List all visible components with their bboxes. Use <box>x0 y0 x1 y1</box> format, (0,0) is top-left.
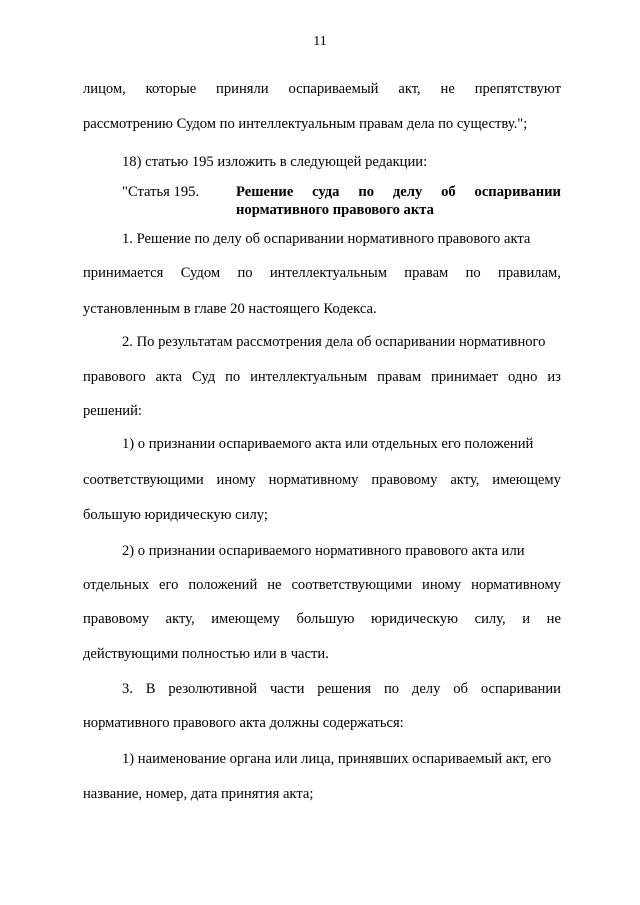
word: большую <box>296 611 355 627</box>
word: имеющему <box>492 472 561 488</box>
word: 3. <box>122 681 133 697</box>
word: В <box>145 681 156 697</box>
text-line: действующими полностью или в части. <box>83 646 329 662</box>
text-line: нормативного правового акта должны содержаться: <box>83 715 404 731</box>
word: акта <box>155 369 183 385</box>
word: не <box>267 577 282 593</box>
page-number: 11 <box>313 34 327 49</box>
text-line: решений: <box>83 403 142 419</box>
article-title-line <box>236 183 561 201</box>
word: оспаривании <box>480 681 561 697</box>
word: Решение <box>236 184 294 200</box>
word: силу, <box>474 611 506 627</box>
word: нормативному <box>268 472 359 488</box>
word: приняли <box>216 81 269 97</box>
word: нормативному <box>471 577 561 593</box>
word: Судом <box>180 265 221 281</box>
word: части <box>269 681 305 697</box>
word: по <box>358 184 375 200</box>
text-line <box>122 680 561 698</box>
word: принимается <box>83 265 164 281</box>
word: об <box>441 184 456 200</box>
word: по <box>237 265 253 281</box>
word: которые <box>145 81 197 97</box>
word: юридическую <box>371 611 459 627</box>
word: его <box>158 577 179 593</box>
word: правам <box>404 265 449 281</box>
word: оспаривании <box>474 184 561 200</box>
word: об <box>453 681 468 697</box>
word: делу <box>411 681 441 697</box>
word: правилам, <box>498 265 561 281</box>
word: правового <box>83 369 146 385</box>
text-line <box>83 80 561 98</box>
word: Суд <box>191 369 216 385</box>
word: соответствующими <box>291 577 413 593</box>
word: из <box>547 369 561 385</box>
word: делу <box>392 184 423 200</box>
word: не <box>440 81 455 97</box>
text-line: рассмотрению Судом по интеллектуальным правам дела по существу."; <box>83 116 528 132</box>
word: одно <box>507 369 538 385</box>
text-line: 2. По результатам рассмотрения дела об оспаривании нормативного <box>122 334 546 350</box>
word: принимает <box>431 369 499 385</box>
text-line <box>83 471 561 489</box>
word: по <box>225 369 241 385</box>
word: положений <box>188 577 258 593</box>
text-line: 1) о признании оспариваемого акта или отдельных его положений <box>122 436 534 452</box>
text-line: 18) статью 195 изложить в следующей редакции: <box>122 154 428 170</box>
word: по <box>465 265 481 281</box>
article-title-line: нормативного правового акта <box>236 202 434 218</box>
word: интеллектуальным <box>250 369 368 385</box>
text-line: название, номер, дата принятия акта; <box>83 786 314 802</box>
text-line <box>83 576 561 594</box>
word: иному <box>216 472 256 488</box>
word: оспариваемый <box>288 81 379 97</box>
text-line <box>83 610 561 628</box>
text-line: большую юридическую силу; <box>83 507 268 523</box>
text-line: 1) наименование органа или лица, принявших оспариваемый акт, его <box>122 751 552 767</box>
word: правовому <box>371 472 438 488</box>
word: не <box>546 611 561 627</box>
word: правовому <box>83 611 150 627</box>
word: правам <box>377 369 422 385</box>
word: соответствующими <box>83 472 204 488</box>
word: отдельных <box>83 577 150 593</box>
word: акт, <box>398 81 421 97</box>
word: резолютивной <box>168 681 258 697</box>
text-line: установленным в главе 20 настоящего Кодекса. <box>83 301 377 317</box>
text-line <box>83 264 561 282</box>
word: препятствуют <box>474 81 561 97</box>
word: иному <box>422 577 462 593</box>
article-label: "Статья 195. <box>122 184 200 200</box>
word: и <box>522 611 531 627</box>
word: по <box>383 681 400 697</box>
word: интеллектуальным <box>269 265 387 281</box>
text-line <box>83 368 561 386</box>
word: решения <box>317 681 372 697</box>
word: акту, <box>450 472 480 488</box>
word: акту, <box>165 611 195 627</box>
text-line: 1. Решение по делу об оспаривании нормативного правового акта <box>122 231 531 247</box>
word: имеющему <box>211 611 280 627</box>
text-line: 2) о признании оспариваемого нормативного правового акта или <box>122 543 525 559</box>
word: суда <box>312 184 340 200</box>
word: лицом, <box>83 81 126 97</box>
